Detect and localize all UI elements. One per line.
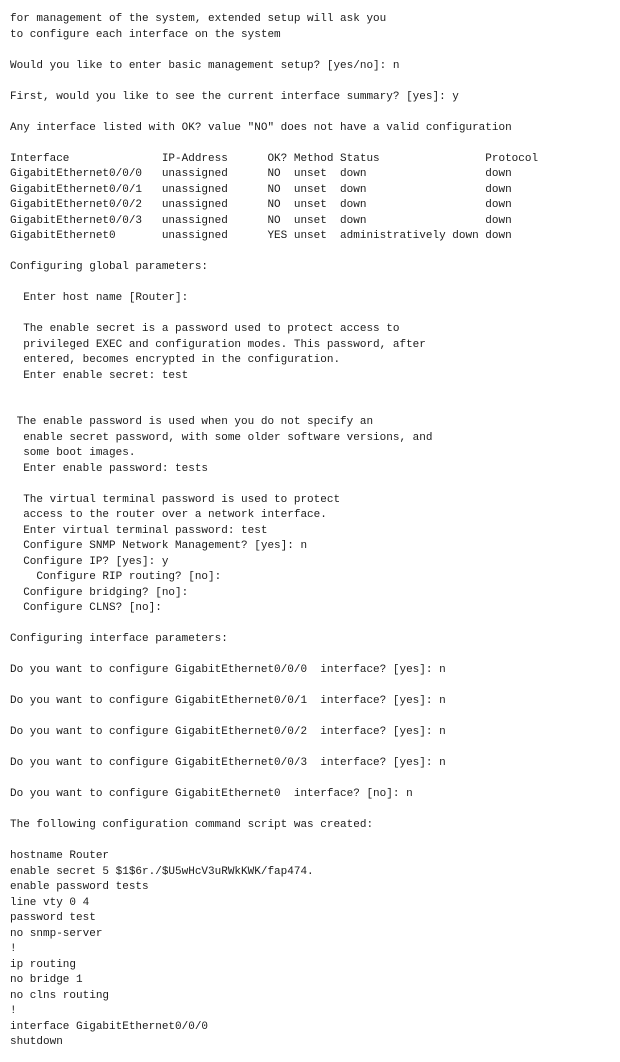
terminal-line: Configuring interface parameters: bbox=[10, 633, 228, 645]
terminal-line bbox=[10, 477, 616, 493]
terminal-line bbox=[10, 105, 616, 121]
terminal-line bbox=[10, 648, 616, 664]
terminal-line: ! bbox=[10, 1005, 17, 1017]
terminal-line: hostname Router bbox=[10, 850, 110, 862]
terminal-line bbox=[10, 307, 616, 323]
terminal-line: Configure SNMP Network Management? [yes]: n bbox=[10, 540, 308, 552]
terminal-line: password test bbox=[10, 912, 96, 924]
terminal-line bbox=[10, 741, 616, 757]
terminal-line: Enter enable password: tests bbox=[10, 462, 209, 475]
terminal-line: no snmp-server bbox=[10, 927, 103, 940]
terminal-line bbox=[10, 710, 616, 726]
terminal-line bbox=[10, 43, 616, 59]
terminal-line: GigabitEthernet0/0/1 unassigned NO unset down down bbox=[10, 183, 512, 196]
terminal-line bbox=[10, 400, 616, 416]
terminal-line: some boot images. bbox=[10, 447, 136, 459]
terminal-line: Do you want to configure GigabitEthernet0/0/3 interface? [yes]: n bbox=[10, 757, 446, 769]
terminal-line bbox=[10, 617, 616, 633]
terminal-line: First, would you like to see the current interface summary? [yes]: y bbox=[10, 90, 459, 103]
terminal-line: Do you want to configure GigabitEthernet0/0/1 interface? [yes]: n bbox=[10, 695, 446, 707]
terminal-line bbox=[10, 803, 616, 819]
terminal-line: The virtual terminal password is used to protect bbox=[10, 493, 341, 506]
terminal-line bbox=[10, 772, 616, 788]
terminal-line: Configure CLNS? [no]: bbox=[10, 602, 162, 614]
terminal-line: enable secret 5 $1$6r./$U5wHcV3uRWkKWK/fap474. bbox=[10, 865, 314, 878]
terminal-line: ! bbox=[10, 943, 17, 955]
terminal-line: no bridge 1 bbox=[10, 974, 83, 986]
terminal-line bbox=[10, 245, 616, 261]
terminal-line: GigabitEthernet0/0/0 unassigned NO unset down down bbox=[10, 168, 512, 180]
terminal-line: GigabitEthernet0/0/2 unassigned NO unset down down bbox=[10, 199, 512, 211]
terminal-line: Enter enable secret: test bbox=[10, 369, 189, 382]
terminal-line: The enable password is used when you do not specify an bbox=[10, 416, 374, 428]
terminal-line: Do you want to configure GigabitEthernet0 interface? [no]: n bbox=[10, 788, 413, 800]
terminal-line: to configure each interface on the system bbox=[10, 28, 281, 41]
terminal-line: line vty 0 4 bbox=[10, 896, 90, 909]
terminal-line bbox=[10, 679, 616, 695]
terminal-line: shutdown bbox=[10, 1036, 63, 1048]
terminal-line: Any interface listed with OK? value "NO" does not have a valid configuration bbox=[10, 121, 512, 134]
terminal-line: GigabitEthernet0 unassigned YES unset administratively down down bbox=[10, 230, 512, 242]
terminal-line: The following configuration command script was created: bbox=[10, 819, 374, 831]
terminal-line: Enter virtual terminal password: test bbox=[10, 524, 268, 537]
terminal-line: Configure RIP routing? [no]: bbox=[10, 571, 222, 583]
terminal-line: Configure bridging? [no]: bbox=[10, 586, 189, 599]
terminal-line: ip routing bbox=[10, 958, 77, 971]
terminal-line: Enter host name [Router]: bbox=[10, 292, 189, 304]
terminal-line: Configure IP? [yes]: y bbox=[10, 555, 169, 568]
terminal-line: privileged EXEC and configuration modes. This password, after bbox=[10, 338, 426, 351]
terminal-line bbox=[10, 834, 616, 850]
terminal-line: enable password tests bbox=[10, 881, 149, 893]
terminal-line: enable secret password, with some older software versions, and bbox=[10, 431, 433, 444]
terminal-line: interface GigabitEthernet0/0/0 bbox=[10, 1020, 209, 1033]
terminal-line bbox=[10, 136, 616, 152]
terminal-line: access to the router over a network interface. bbox=[10, 509, 327, 521]
terminal-line: Interface IP-Address OK? Method Status Protocol bbox=[10, 152, 539, 165]
terminal-line bbox=[10, 74, 616, 90]
terminal-line: for management of the system, extended setup will ask you bbox=[10, 13, 387, 25]
terminal-output bbox=[10, 12, 616, 1051]
terminal-line: Do you want to configure GigabitEthernet0/0/0 interface? [yes]: n bbox=[10, 664, 446, 676]
terminal-line: GigabitEthernet0/0/3 unassigned NO unset down down bbox=[10, 214, 512, 227]
terminal-line: The enable secret is a password used to protect access to bbox=[10, 323, 400, 335]
terminal-line: Do you want to configure GigabitEthernet0/0/2 interface? [yes]: n bbox=[10, 726, 446, 738]
terminal-line: no clns routing bbox=[10, 989, 110, 1002]
terminal-line: entered, becomes encrypted in the configuration. bbox=[10, 354, 341, 366]
terminal-line: Would you like to enter basic management setup? [yes/no]: n bbox=[10, 59, 400, 72]
terminal-line: Configuring global parameters: bbox=[10, 261, 209, 273]
terminal-line bbox=[10, 384, 616, 400]
terminal-line bbox=[10, 276, 616, 292]
